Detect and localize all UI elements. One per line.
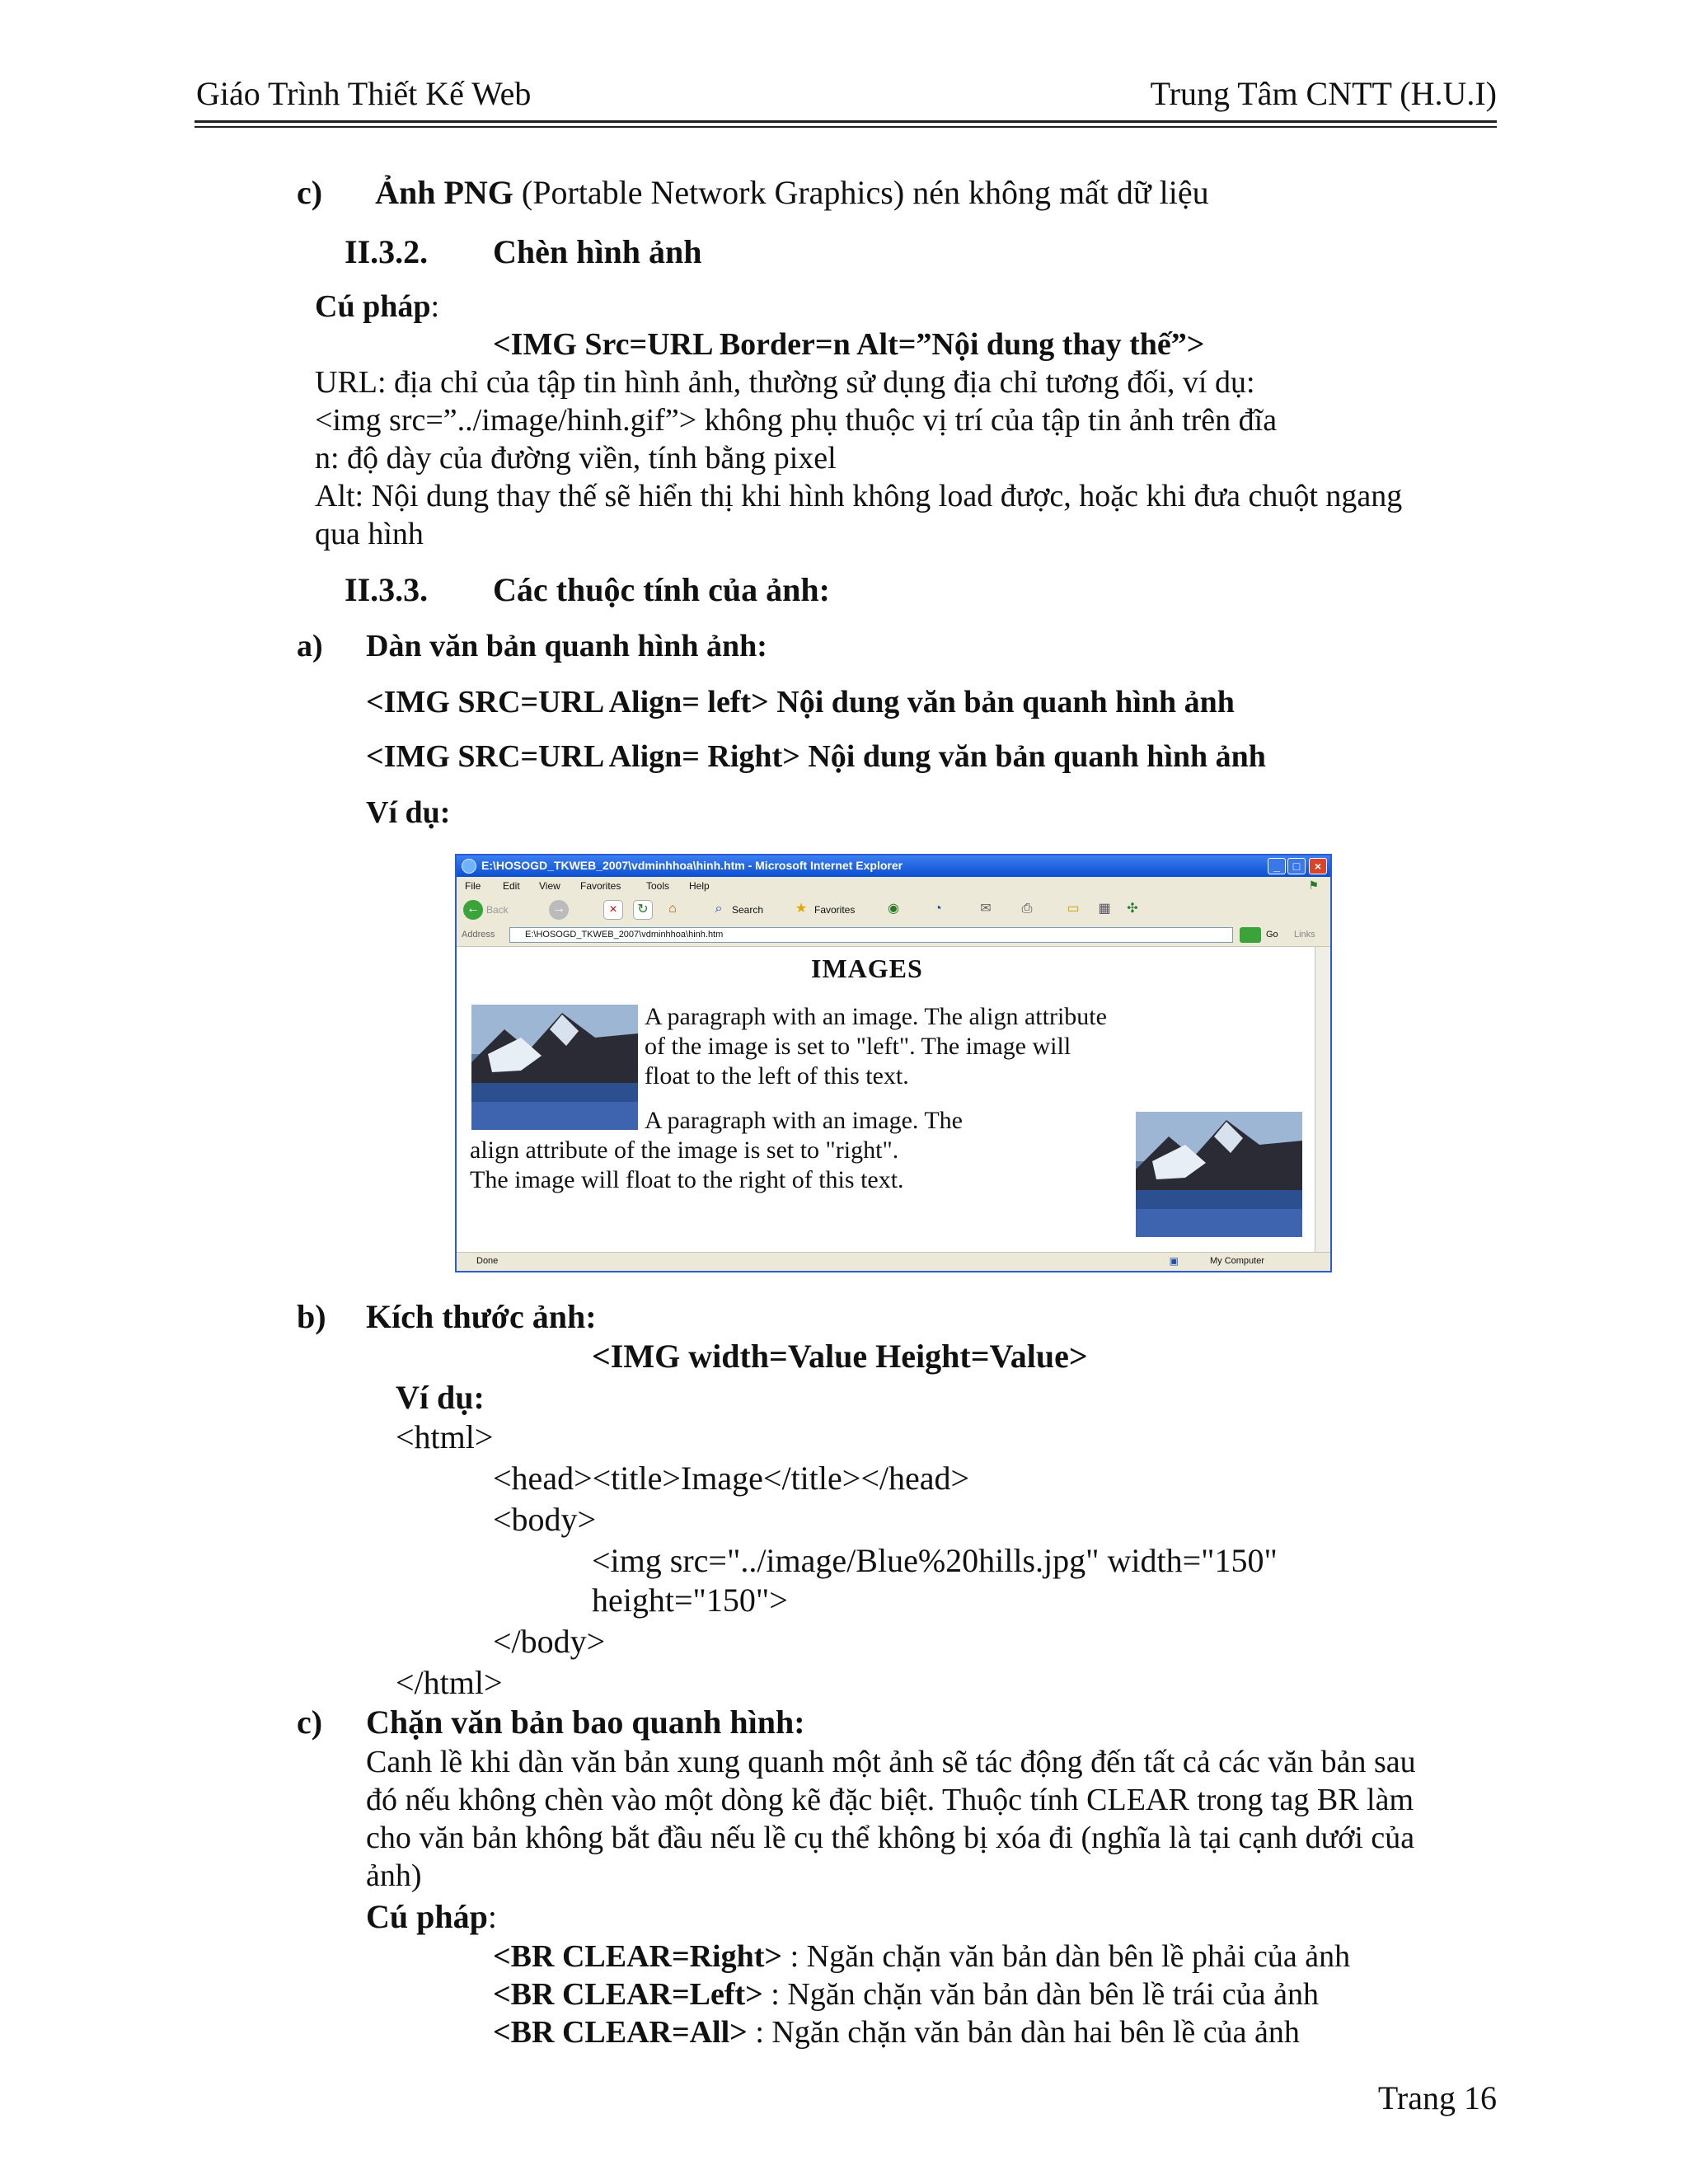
para2-line: The image will float to the right of this text.	[470, 1166, 904, 1193]
vertical-scrollbar[interactable]	[1315, 947, 1330, 1253]
go-icon[interactable]	[1240, 927, 1261, 943]
links-label[interactable]: Links	[1294, 930, 1315, 940]
clear-item	[493, 1938, 1350, 1975]
section-c-png	[297, 173, 1209, 212]
code-line: <body>	[493, 1501, 597, 1538]
para1-line: of the image is set to "left". The image will	[645, 1033, 1071, 1060]
edit-icon[interactable]: ▭	[1067, 902, 1080, 916]
browser-titlebar	[457, 855, 1330, 877]
para2-line: align attribute of the image is set to "right".	[470, 1137, 899, 1164]
address-label: Address	[462, 930, 495, 940]
status-done: Done	[476, 1256, 499, 1266]
minimize-icon[interactable]: _	[1268, 858, 1286, 874]
menu-favorites[interactable]: Favorites	[580, 880, 621, 892]
menu-help[interactable]: Help	[689, 880, 710, 892]
mountain-image-left	[471, 1005, 638, 1130]
para1-line: A paragraph with an image. The align attribute	[645, 1003, 1107, 1030]
favorites-label: Favorites	[814, 904, 856, 916]
clear-item	[493, 1976, 1319, 2013]
section-marker: a)	[297, 629, 323, 663]
align-left-code: <IMG SRC=URL Align= left> Nội dung văn bản quanh hình ảnh	[366, 685, 1235, 719]
clear-desc: : Ngăn chặn văn bản dàn bên lề trái của ảnh	[762, 1977, 1320, 2012]
refresh-icon[interactable]: ↻	[633, 900, 653, 920]
syntax-line: qua hình	[315, 517, 424, 551]
browser-content	[457, 947, 1315, 1253]
menu-view[interactable]: View	[539, 880, 560, 892]
syntax-label-text: Cú pháp	[315, 289, 431, 324]
page-heading: IMAGES	[811, 954, 923, 983]
mountain-image-right	[1136, 1112, 1302, 1237]
heading-num: II.3.2.	[345, 233, 429, 270]
paragraph-line: ảnh)	[366, 1858, 422, 1893]
messenger-icon[interactable]: ✣	[1127, 902, 1138, 916]
heading-title: Các thuộc tính của ảnh:	[493, 571, 830, 608]
discuss-icon[interactable]: ▦	[1098, 902, 1111, 916]
example-label: Ví dụ:	[366, 795, 451, 830]
syntax-label	[315, 288, 439, 325]
clear-code: <BR CLEAR=All>	[493, 2015, 748, 2050]
size-code: <IMG width=Value Height=Value>	[592, 1338, 1088, 1375]
stop-icon[interactable]: ×	[603, 900, 623, 920]
para1-line: float to the left of this text.	[645, 1062, 909, 1090]
computer-icon: ▣	[1169, 1255, 1179, 1267]
menu-edit[interactable]: Edit	[503, 880, 520, 892]
browser-screenshot	[455, 854, 1332, 1272]
syntax-code: <IMG Src=URL Border=n Alt=”Nội dung thay thế”>	[493, 327, 1205, 362]
para2-line: A paragraph with an image. The	[645, 1107, 963, 1134]
code-line: <html>	[396, 1418, 494, 1455]
syntax-line: <img src=”../image/hinh.gif”> không phụ thuộc vị trí của tập tin ảnh trên đĩa	[315, 403, 1278, 438]
png-desc: (Portable Network Graphics) nén không mất dữ liệu	[513, 174, 1209, 211]
menu-tools[interactable]: Tools	[646, 880, 670, 892]
paragraph-line: cho văn bản không bắt đầu nếu lề cụ thể không bị xóa đi (nghĩa là tại cạnh dưới của	[366, 1821, 1415, 1855]
search-label: Search	[732, 904, 764, 916]
section-c2-title: Chặn văn bản bao quanh hình:	[366, 1704, 805, 1741]
clear-desc: : Ngăn chặn văn bản dàn bên lề phải của ảnh	[782, 1939, 1351, 1974]
align-right-code: <IMG SRC=URL Align= Right> Nội dung văn bản quanh hình ảnh	[366, 739, 1266, 774]
code-line: </body>	[493, 1623, 606, 1660]
status-zone: My Computer	[1209, 1256, 1264, 1266]
close-icon[interactable]: ×	[1309, 858, 1327, 874]
syntax-line: Alt: Nội dung thay thế sẽ hiển thị khi hình không load được, hoặc khi đưa chuột ngang	[315, 479, 1403, 513]
syntax-line: URL: địa chỉ của tập tin hình ảnh, thường sử dụng địa chỉ tương đối, ví dụ:	[315, 365, 1255, 400]
print-icon[interactable]: ⎙	[1021, 902, 1033, 916]
header-left: Giáo Trình Thiết Kế Web	[196, 75, 532, 112]
browser-title: E:\HOSOGD_TKWEB_2007\vdminhhoa\hinh.htm - Microsoft Internet Explorer	[481, 859, 903, 872]
png-title: Ảnh PNG	[375, 174, 513, 211]
browser-statusbar	[457, 1252, 1330, 1271]
menu-file[interactable]: File	[465, 880, 481, 892]
media-icon[interactable]: ◉	[888, 902, 899, 916]
section-marker: c)	[297, 1704, 323, 1741]
syntax-line: n: độ dày của đường viền, tính bằng pixel	[315, 441, 837, 476]
syntax-colon: :	[487, 1898, 497, 1935]
code-line: <head><title>Image</title></head>	[493, 1460, 970, 1497]
paragraph-line: Canh lề khi dàn văn bản xung quanh một ảnh sẽ tác động đến tất cả các văn bản sau	[366, 1745, 1416, 1779]
back-icon[interactable]: ←	[463, 900, 483, 920]
section-b-title: Kích thước ảnh:	[366, 1298, 597, 1335]
address-input[interactable]: E:\HOSOGD_TKWEB_2007\vdminhhoa\hinh.htm	[509, 927, 1233, 943]
syntax-label	[366, 1897, 497, 1936]
go-label[interactable]: Go	[1266, 930, 1278, 940]
windows-flag-icon: ⚑	[1308, 879, 1319, 892]
page-number: Trang 16	[1377, 2079, 1497, 2116]
section-marker: c)	[297, 174, 323, 211]
browser-addressbar	[457, 925, 1330, 947]
mail-icon[interactable]: ✉	[980, 902, 992, 916]
section-a-title: Dàn văn bản quanh hình ảnh:	[366, 629, 767, 663]
example-label: Ví dụ:	[396, 1379, 485, 1416]
search-icon[interactable]: ⌕	[715, 902, 723, 916]
favorites-star-icon[interactable]: ★	[795, 902, 808, 916]
browser-toolbar	[457, 895, 1330, 926]
syntax-label-text: Cú pháp	[366, 1898, 488, 1935]
code-line: <img src="../image/Blue%20hills.jpg" width="150"	[592, 1542, 1278, 1579]
browser-menubar	[457, 877, 1330, 896]
home-icon[interactable]: ⌂	[668, 902, 677, 916]
clear-code: <BR CLEAR=Left>	[493, 1977, 763, 2012]
heading-num: II.3.3.	[345, 571, 429, 608]
history-icon[interactable]: ◔	[934, 902, 942, 916]
syntax-colon: :	[430, 289, 440, 324]
code-line: </html>	[396, 1664, 503, 1701]
clear-desc: : Ngăn chặn văn bản dàn hai bên lề của ảnh	[747, 2015, 1300, 2050]
header-right: Trung Tâm CNTT (H.U.I)	[1150, 75, 1497, 112]
header-rule-thin	[195, 126, 1497, 128]
header-rule	[195, 120, 1497, 123]
ie-icon	[462, 859, 476, 874]
paragraph-line: đó nếu không chèn vào một dòng kẽ đặc biệt. Thuộc tính CLEAR trong tag BR làm	[366, 1783, 1414, 1817]
back-label: Back	[486, 904, 509, 916]
heading-title: Chèn hình ảnh	[493, 233, 702, 270]
maximize-icon[interactable]: □	[1287, 858, 1306, 874]
code-line: height="150">	[592, 1582, 788, 1619]
section-marker: b)	[297, 1298, 326, 1335]
clear-code: <BR CLEAR=Right>	[493, 1939, 783, 1974]
forward-icon[interactable]: →	[549, 900, 569, 920]
clear-item	[493, 2014, 1300, 2050]
